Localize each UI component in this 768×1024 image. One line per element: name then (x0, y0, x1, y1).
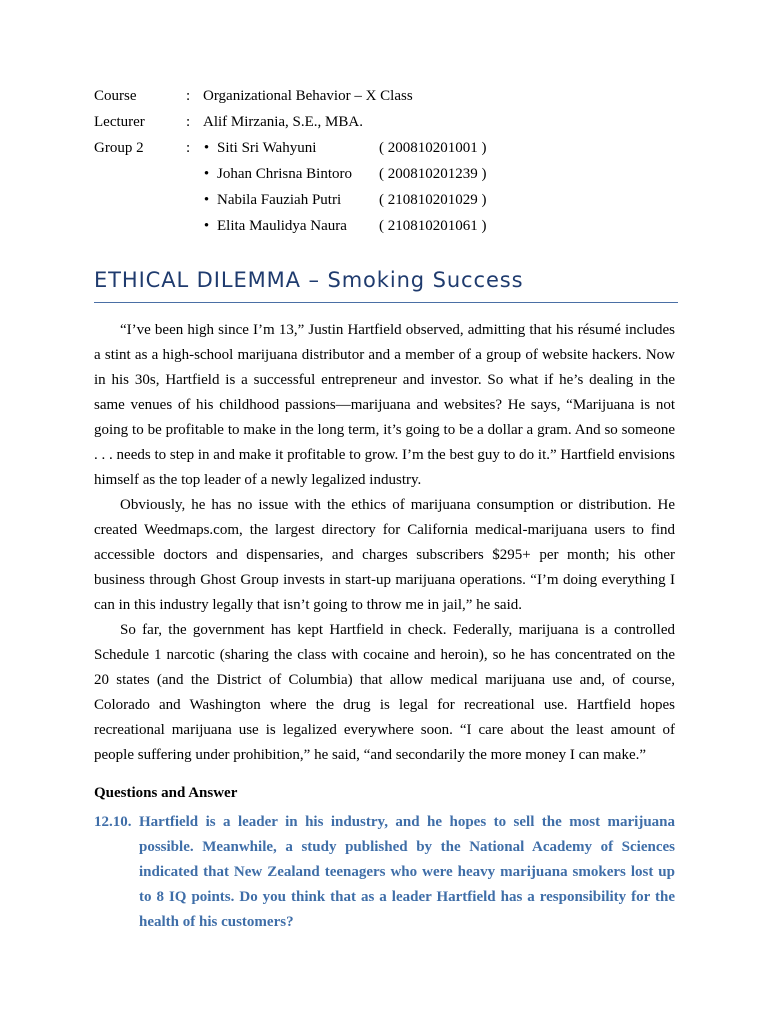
member-id: ( 210810201029 ) (379, 192, 487, 208)
body-text (94, 318, 675, 768)
member-name: Nabila Fauziah Putri (217, 192, 342, 208)
page-title: ETHICAL DILEMMA – Smoking Success (94, 268, 524, 292)
member-id: ( 210810201061 ) (379, 218, 487, 234)
member-name: Siti Sri Wahyuni (217, 140, 317, 156)
member-id: ( 200810201239 ) (379, 166, 487, 182)
bullet-icon: • (203, 140, 210, 156)
bullet-icon: • (203, 218, 210, 234)
bullet-icon: • (203, 166, 210, 182)
member-name: Johan Chrisna Bintoro (217, 166, 352, 182)
paragraph: Obviously, he has no issue with the ethics of marijuana consumption or distribution. He created Weedmaps.com, the largest directory for California medical-marijuana users to find accessible doctors and dispensaries, and charges subscribers $295+ per month; his other business through Ghost Group invests in start-up marijuana operations. “I’m doing everything I can in this industry legally that isn’t going to throw me in jail,” he said. (94, 497, 675, 613)
colon: : (186, 88, 191, 104)
list-item (196, 213, 487, 239)
question-item (94, 810, 675, 935)
list-item (196, 161, 487, 187)
member-id: ( 200810201001 ) (379, 140, 487, 156)
title-underline (94, 302, 678, 303)
colon: : (186, 140, 191, 156)
question-text: Hartfield is a leader in his industry, and he hopes to sell the most marijuana possible. Meanwhile, a study published by the National Academy of Sciences indicated that New Zealand teenagers who were heavy marijuana smokers lost up to 8 IQ points. Do you think that as a leader Hartfield has a responsibility for the health of his customers? (139, 814, 675, 930)
lecturer-value: Alif Mirzania, S.E., MBA. (203, 114, 363, 130)
list-item (196, 187, 487, 213)
lecturer-label: Lecturer (94, 114, 145, 130)
paragraph: So far, the government has kept Hartfield in check. Federally, marijuana is a controlled Schedule 1 narcotic (sharing the class with cocaine and heroin), so he has concentrated on the 20 states (and the District of Columbia) that allow medical marijuana use and, of course, Colorado and Washington where the drug is legal for recreational use. Hartfield hopes recreational marijuana use is legalized everywhere soon. “I care about the least amount of people suffering under prohibition,” he said, “and secondarily the more money I can make.” (94, 622, 675, 763)
question-number: 12.10. (94, 814, 132, 830)
paragraph: “I’ve been high since I’m 13,” Justin Hartfield observed, admitting that his résumé includes a stint as a high-school marijuana distributor and a member of a group of website hackers. Now in his 30s, Hartfield is a successful entrepreneur and investor. So what if he’s dealing in the same venues of his childhood passions—marijuana and websites? He says, “Marijuana is not going to be profitable to make in the long term, it’s going to be a dollar a gram. And so someone . . . needs to step in and make it profitable to grow. I’m the best guy to do it.” Hartfield envisions himself as the top leader of a newly legalized industry. (94, 322, 675, 488)
course-row (94, 83, 413, 109)
qa-heading: Questions and Answer (94, 785, 238, 801)
course-value: Organizational Behavior – X Class (203, 88, 413, 104)
member-name: Elita Maulidya Naura (217, 218, 347, 234)
colon: : (186, 114, 191, 130)
lecturer-row (94, 109, 413, 135)
bullet-icon: • (203, 192, 210, 208)
group-members-list (196, 135, 487, 239)
course-label: Course (94, 88, 137, 104)
group-label: Group 2 (94, 140, 144, 156)
list-item (196, 135, 487, 161)
